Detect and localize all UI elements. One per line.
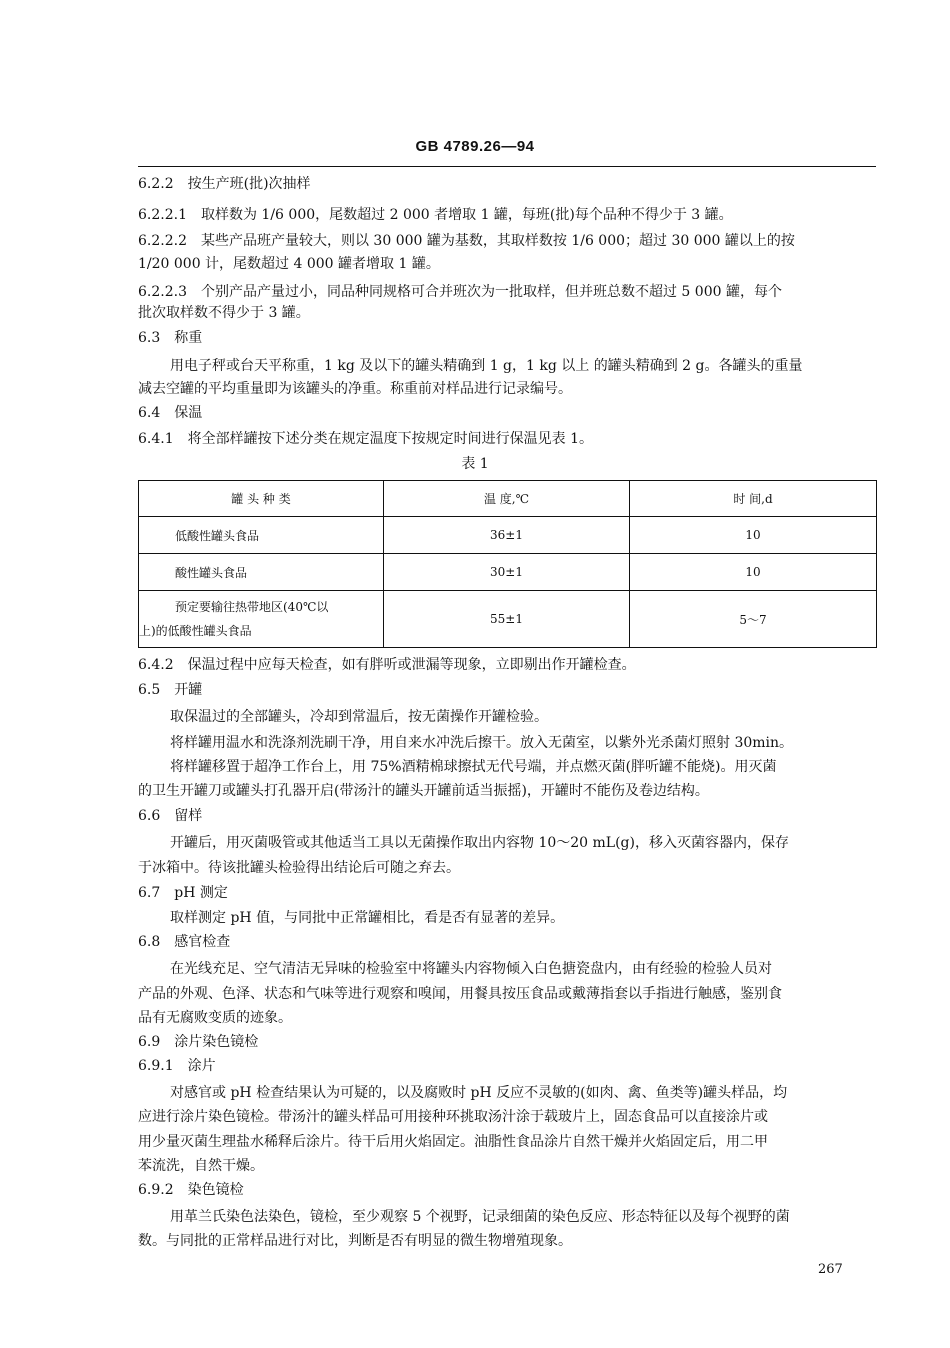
paragraph-text: 苯流洗，自然干燥。 <box>138 1158 264 1174</box>
clause-number: 6.4 <box>138 405 161 421</box>
paragraph-line <box>170 957 876 981</box>
column-header-time: 时 间,d <box>630 481 877 517</box>
table-header-row <box>139 481 877 517</box>
paragraph-line <box>138 856 876 880</box>
paragraph-line <box>170 906 876 930</box>
paragraph-text: 的卫生开罐刀或罐头打孔器开启(带汤汁的罐头开罐前适当振摇)，开罐时不能伤及卷边结构。 <box>138 783 709 799</box>
clause-text: 取样数为 1/6 000，尾数超过 2 000 者增取 1 罐，每班(批)每个品种不得少于 3 罐。 <box>200 207 733 223</box>
standard-header: GB 4789.26—94 <box>415 138 535 155</box>
paragraph-line <box>138 1154 876 1178</box>
clause-6-2-2-2 <box>138 229 876 253</box>
paragraph-line <box>170 831 876 855</box>
cell-temperature: 55±1 <box>384 591 630 648</box>
clause-text: 称重 <box>174 330 203 346</box>
column-header-category: 罐 头 种 类 <box>139 481 384 517</box>
clause-number: 6.4.2 <box>138 657 174 673</box>
cell-temperature: 30±1 <box>384 554 630 591</box>
paragraph-text: 用电子秤或台天平称重，1 kg 及以下的罐头精确到 1 g，1 kg 以上 的罐头精确到 2 g。各罐头的重量 <box>170 358 803 374</box>
paragraph-text: 用少量灭菌生理盐水稀释后涂片。待干后用火焰固定。油脂性食品涂片自然干燥并火焰固定后，用二甲 <box>138 1134 768 1150</box>
paragraph-line <box>138 982 876 1006</box>
clause-6-2-2-1 <box>138 203 876 227</box>
clause-6-9-1 <box>138 1054 876 1078</box>
paragraph-line <box>170 731 876 755</box>
column-header-temperature: 温 度,℃ <box>384 481 630 517</box>
clause-6-5 <box>138 678 876 702</box>
clause-number: 6.5 <box>138 682 161 698</box>
clause-text: 留样 <box>174 808 203 824</box>
clause-continuation <box>138 301 876 325</box>
clause-number: 6.2.2 <box>138 176 174 192</box>
clause-text: 个别产品产量过小，同品种同规格可合并班次为一批取样，但并班总数不超过 5 000 罐，每个 <box>200 284 782 300</box>
cell-time: 10 <box>630 554 877 591</box>
paragraph-text: 取样测定 pH 值，与同批中正常罐相比，看是否有显著的差异。 <box>170 910 565 926</box>
clause-number: 6.9 <box>138 1034 161 1050</box>
table-row <box>139 591 877 648</box>
paragraph-line <box>138 1229 876 1253</box>
paragraph-line <box>170 1205 876 1229</box>
clause-6-4-2 <box>138 653 876 677</box>
clause-6-7 <box>138 881 876 905</box>
clause-number: 6.2.2.2 <box>138 233 187 249</box>
paragraph-text: 数。与同批的正常样品进行对比，判断是否有明显的微生物增殖现象。 <box>138 1233 572 1249</box>
clause-text: 开罐 <box>174 682 203 698</box>
clause-text: 批次取样数不得少于 3 罐。 <box>138 305 310 321</box>
paragraph-text: 开罐后，用灭菌吸管或其他适当工具以无菌操作取出内容物 10～20 mL(g)，移入灭菌容器内，保存 <box>170 835 789 851</box>
table-title: 表 1 <box>461 456 489 472</box>
paragraph-line <box>138 1006 876 1030</box>
paragraph-text: 减去空罐的平均重量即为该罐头的净重。称重前对样品进行记录编号。 <box>138 381 572 397</box>
clause-text: 1/20 000 计，尾数超过 4 000 罐者增取 1 罐。 <box>138 256 440 272</box>
paragraph-text: 将样罐用温水和洗涤剂洗刷干净，用自来水冲洗后擦干。放入无菌室，以紫外光杀菌灯照射 30min。 <box>170 735 794 751</box>
clause-number: 6.8 <box>138 934 161 950</box>
paragraph-line <box>138 1130 876 1154</box>
paragraph-text: 将样罐移置于超净工作台上，用 75%酒精棉球擦拭无代号端，并点燃灭菌(胖听罐不能烧)。用灭菌 <box>170 759 777 775</box>
clause-number: 6.7 <box>138 885 161 901</box>
clause-number: 6.9.1 <box>138 1058 174 1074</box>
cell-time: 5～7 <box>630 591 877 648</box>
clause-text: 保温过程中应每天检查，如有胖听或泄漏等现象，立即剔出作开罐检查。 <box>187 657 636 673</box>
paragraph-line <box>170 755 876 779</box>
clause-6-2-2 <box>138 172 876 196</box>
cell-category: 酸性罐头食品 <box>139 554 384 591</box>
clause-6-3 <box>138 326 876 350</box>
paragraph-line <box>170 354 876 378</box>
clause-6-9-2 <box>138 1178 876 1202</box>
paragraph-line <box>138 1105 876 1129</box>
paragraph-text: 品有无腐败变质的迹象。 <box>138 1010 292 1026</box>
clause-text: 感官检查 <box>174 934 231 950</box>
clause-number: 6.4.1 <box>138 431 174 447</box>
clause-text: 将全部样罐按下述分类在规定温度下按规定时间进行保温见表 1。 <box>187 431 593 447</box>
paragraph-line <box>138 779 876 803</box>
paragraph-line <box>170 1081 876 1105</box>
cell-time: 10 <box>630 517 877 554</box>
cell-category: 低酸性罐头食品 <box>139 517 384 554</box>
incubation-table <box>138 480 877 648</box>
clause-text: 按生产班(批)次抽样 <box>187 176 311 192</box>
page-number: 267 <box>818 1262 843 1277</box>
paragraph-text: 于冰箱中。待该批罐头检验得出结论后可随之弃去。 <box>138 860 460 876</box>
clause-6-4 <box>138 401 876 425</box>
clause-text: 涂片染色镜检 <box>174 1034 259 1050</box>
cell-temperature: 36±1 <box>384 517 630 554</box>
paragraph-text: 产品的外观、色泽、状态和气味等进行观察和嗅闻，用餐具按压食品或戴薄指套以手指进行触感，鉴别食 <box>138 986 782 1002</box>
paragraph-text: 在光线充足、空气清洁无异味的检验室中将罐头内容物倾入白色搪瓷盘内，由有经验的检验人员对 <box>170 961 772 977</box>
clause-text: 涂片 <box>187 1058 216 1074</box>
clause-text: 某些产品班产量较大，则以 30 000 罐为基数，其取样数按 1/6 000；超过 30 000 罐以上的按 <box>200 233 795 249</box>
clause-number: 6.9.2 <box>138 1182 174 1198</box>
table-row <box>139 517 877 554</box>
clause-text: 染色镜检 <box>187 1182 244 1198</box>
clause-6-4-1 <box>138 427 876 451</box>
paragraph-line <box>138 377 876 401</box>
clause-number: 6.3 <box>138 330 161 346</box>
cell-category <box>139 591 384 648</box>
clause-6-6 <box>138 804 876 828</box>
paragraph-text: 用革兰氏染色法染色，镜检，至少观察 5 个视野，记录细菌的染色反应、形态特征以及每个视野的菌 <box>170 1209 790 1225</box>
clause-number: 6.2.2.1 <box>138 207 187 223</box>
table-row <box>139 554 877 591</box>
paragraph-text: 对感官或 pH 检查结果认为可疑的，以及腐败时 pH 反应不灵敏的(如肉、禽、鱼类等)罐头样品，均 <box>170 1085 788 1101</box>
clause-6-9 <box>138 1030 876 1054</box>
clause-continuation <box>138 252 876 276</box>
clause-text: 保温 <box>174 405 203 421</box>
clause-number: 6.6 <box>138 808 161 824</box>
header-rule <box>138 166 876 167</box>
clause-text: pH 测定 <box>174 885 228 901</box>
cell-category-line2: 上)的低酸性罐头食品 <box>139 624 252 638</box>
clause-6-8 <box>138 930 876 954</box>
paragraph-text: 取保温过的全部罐头，冷却到常温后，按无菌操作开罐检验。 <box>170 709 548 725</box>
paragraph-line <box>170 705 876 729</box>
clause-number: 6.2.2.3 <box>138 284 187 300</box>
cell-category-line1: 预定要输往热带地区(40℃以 <box>175 600 329 614</box>
paragraph-text: 应进行涂片染色镜检。带汤汁的罐头样品可用接种环挑取汤汁涂于载玻片上，固态食品可以直接涂片或 <box>138 1109 768 1125</box>
